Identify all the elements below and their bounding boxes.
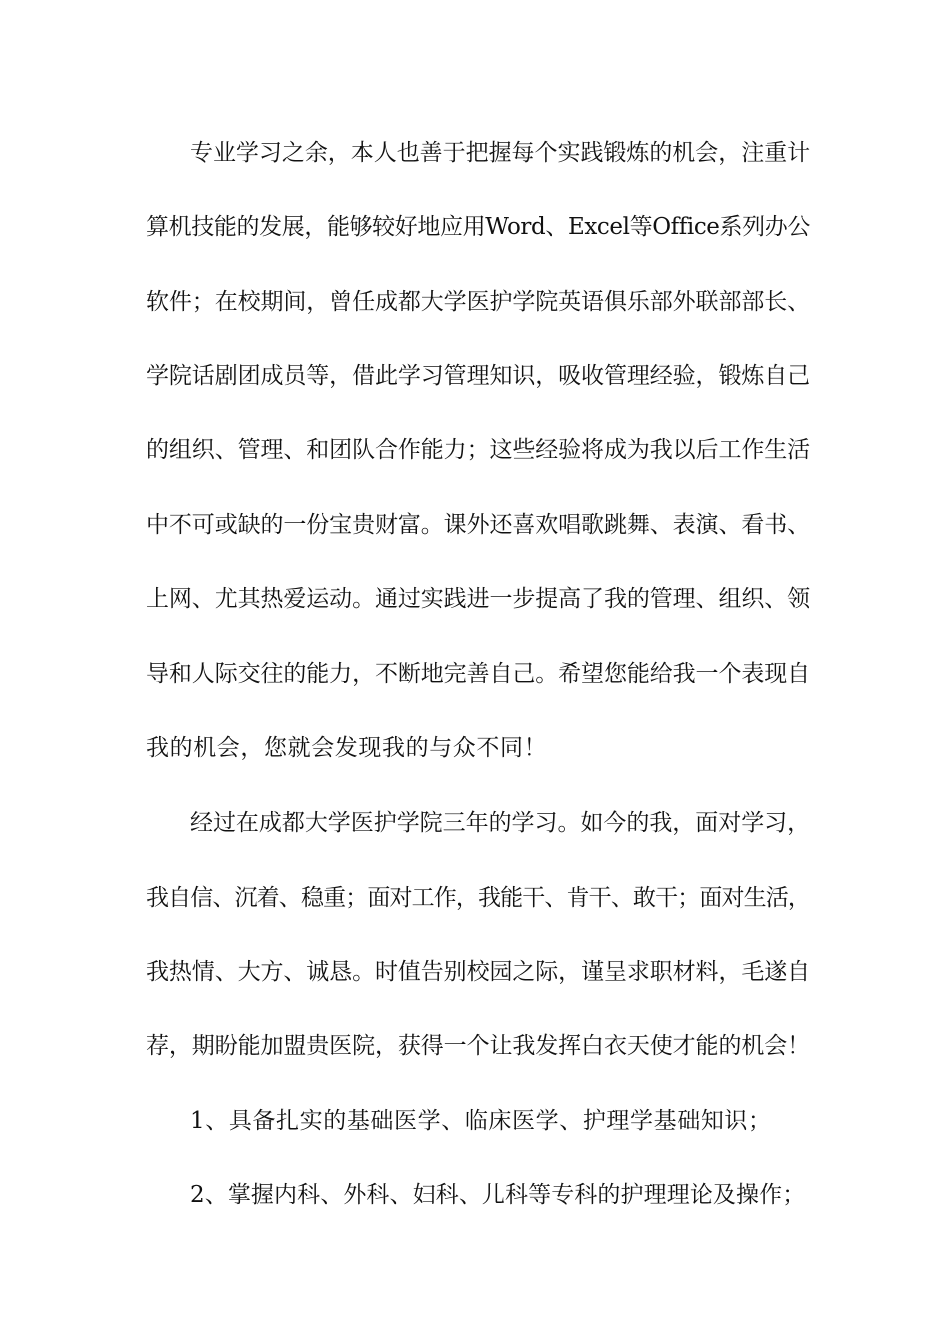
paragraph-1-line-2: 算机技能的发展，能够较好地应用Word、Excel等Office系列办公 [146,214,810,240]
paragraph-1-line-5: 的组织、管理、和团队合作能力；这些经验将成为我以后工作生活 [146,437,810,463]
paragraph-1-line-9: 我的机会，您就会发现我的与众不同！ [146,735,548,761]
paragraph-2-line-4: 荐，期盼能加盟贵医院，获得一个让我发挥白衣天使才能的机会！ [146,1033,810,1059]
paragraph-2-line-3: 我热情、大方、诚恳。时值告别校园之际，谨呈求职材料，毛遂自 [146,959,810,985]
paragraph-1-line-1: 专业学习之余，本人也善于把握每个实践锻炼的机会，注重计 [190,140,810,166]
paragraph-2-line-1: 经过在成都大学医护学院三年的学习。如今的我，面对学习， [190,810,810,836]
paragraph-2-line-2: 我自信、沉着、稳重；面对工作，我能干、肯干、敢干；面对生活， [146,885,810,911]
paragraph-1-line-4: 学院话剧团成员等，借此学习管理知识，吸收管理经验，锻炼自己 [146,363,810,389]
list-item-2: 2、掌握内科、外科、妇科、儿科等专科的护理理论及操作； [190,1182,806,1208]
paragraph-1-line-3: 软件；在校期间，曾任成都大学医护学院英语俱乐部外联部部长、 [146,289,810,315]
paragraph-1-line-6: 中不可或缺的一份宝贵财富。课外还喜欢唱歌跳舞、表演、看书、 [146,512,810,538]
paragraph-1-line-8: 导和人际交往的能力，不断地完善自己。希望您能给我一个表现自 [146,661,810,687]
list-item-1: 1、具备扎实的基础医学、临床医学、护理学基础知识； [190,1108,772,1134]
paragraph-1-line-7: 上网、尤其热爱运动。通过实践进一步提高了我的管理、组织、领 [146,586,810,612]
